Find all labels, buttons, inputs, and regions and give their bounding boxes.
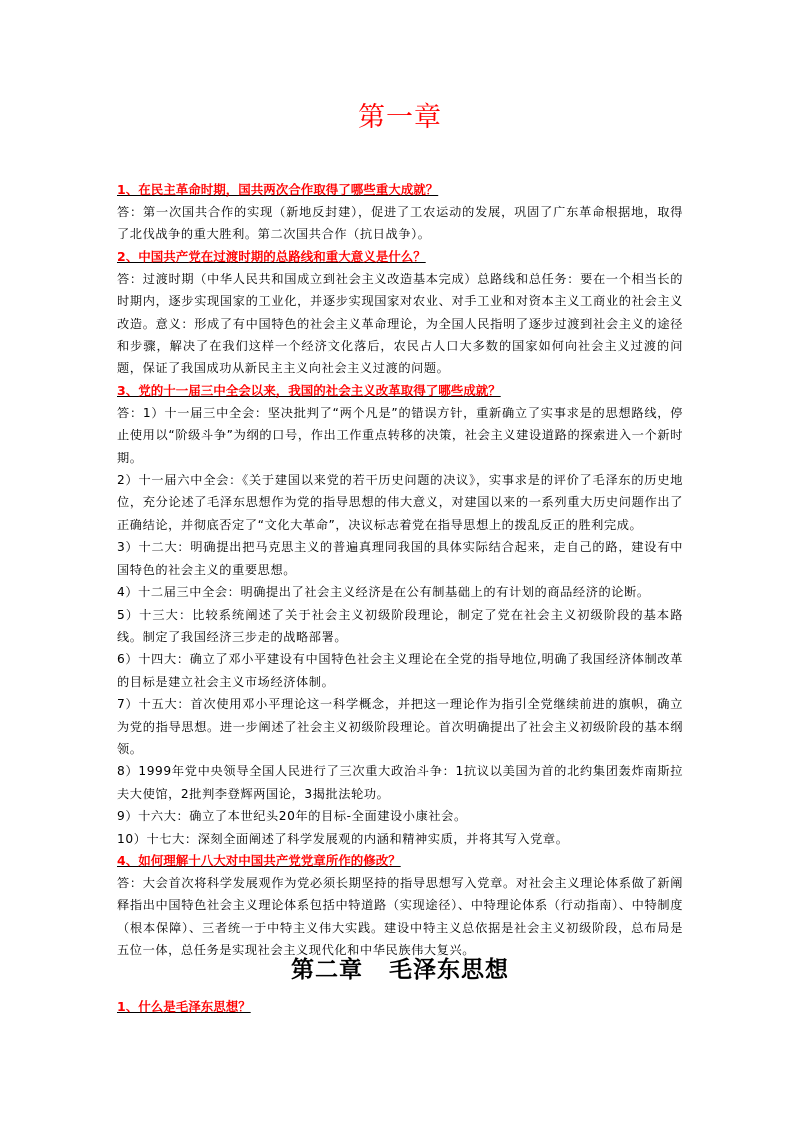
- answer-paragraph: 4）十二届三中全会：明确提出了社会主义经济是在公有制基础上的有计划的商品经济的论断。: [117, 585, 650, 600]
- answer-paragraph: 10）十七大：深刻全面阐述了科学发展观的内涵和精神实质，并将其写入党章。: [117, 831, 569, 846]
- question-heading: 3、党的十一届三中全会以来，我国的社会主义改革取得了哪些成就？: [117, 382, 501, 398]
- chapter-2-name: 毛泽东思想: [389, 957, 509, 983]
- answer-paragraph: 6）十四大：确立了邓小平建设有中国特色社会主义理论在全党的指导地位,明确了我国经济体制改革的目标是建立社会主义市场经济体制。: [117, 652, 683, 689]
- chapter-2-number: 第二章: [291, 957, 363, 983]
- question-heading: 2、中国共产党在过渡时期的总路线和重大意义是什么？: [117, 248, 426, 264]
- answer-paragraph: 5）十三大：比较系统阐述了关于社会主义初级阶段理论，制定了党在社会主义初级阶段的基本路线。制定了我国经济三步走的战略部署。: [117, 607, 683, 644]
- question-heading: 1、什么是毛泽东思想？: [117, 999, 251, 1014]
- answer-paragraph: 3）十二大：明确提出把马克思主义的普遍真理同我国的具体实际结合起来，走自己的路，建设有中国特色的社会主义的重要思想。: [117, 540, 683, 577]
- answer-paragraph: 8）1999年党中央领导全国人民进行了三次重大政治斗争：1抗议以美国为首的北约集团轰炸南斯拉夫大使馆，2批判李登辉两国论，3揭批法轮功。: [117, 764, 683, 801]
- question-heading: 1、在民主革命时期，国共两次合作取得了哪些重大成就？: [117, 182, 439, 197]
- chapter-2-body: [117, 996, 683, 1018]
- answer-paragraph: 答：大会首次将科学发展观作为党必须长期坚持的指导思想写入党章。对社会主义理论体系做了新阐释指出中国特色社会主义理论体系包括中特道路（实现途径）、中特理论体系（行动指南）、中特制度（根本保障）、三者统一于中特主义伟大实践。建设中特主义总依据是社会主义初级阶段，总布局是五位一体，总任务是实现社会主义现代化和中华民族伟大复兴。: [117, 875, 683, 958]
- answer-paragraph: 9）十六大：确立了本世纪头20年的目标-全面建设小康社会。: [117, 809, 467, 824]
- answer-paragraph: 2）十一届六中全会：《关于建国以来党的若干历史问题的决议》，实事求是的评价了毛泽东的历史地位，充分论述了毛泽东思想作为党的指导思想的伟大意义，对建国以来的一系列重大历史问题作出了正确结论，并彻底否定了“文化大革命”，决议标志着党在指导思想上的拨乱反正的胜利完成。: [117, 473, 683, 532]
- answer-paragraph: 答：过渡时期（中华人民共和国成立到社会主义改造基本完成）总路线和总任务：要在一个相当长的时期内，逐步实现国家的工业化，并逐步实现国家对农业、对手工业和对资本主义工商业的社会主义改造。意义：形成了有中国特色的社会主义革命理论，为全国人民指明了逐步过渡到社会主义的途径和步骤，解决了在我们这样一个经济文化落后，农民占人口大多数的国家如何向社会主义过渡的问题，保证了我国成功从新民主主义向社会主义过渡的问题。: [117, 271, 683, 376]
- chapter-2-title: [117, 953, 683, 987]
- chapter-1-body: [117, 179, 683, 962]
- chapter-1-title: 第一章: [358, 102, 442, 133]
- answer-paragraph: 7）十五大：首次使用邓小平理论这一科学概念，并把这一理论作为指引全党继续前进的旗帜，确立为党的指导思想。进一步阐述了社会主义初级阶段理论。首次明确提出了社会主义初级阶段的基本纲领。: [117, 697, 683, 756]
- answer-paragraph: 答：第一次国共合作的实现（新地反封建），促进了工农运动的发展，巩固了广东革命根据地，取得了北伐战争的重大胜利。第二次国共合作（抗日战争）。: [117, 205, 683, 242]
- answer-paragraph: 答：1）十一届三中全会：坚决批判了“两个凡是”的错误方针，重新确立了实事求是的思想路线，停止使用以“阶级斗争”为纲的口号，作出工作重点转移的决策，社会主义建设道路的探索进入一个新时期。: [117, 405, 683, 465]
- question-heading: 4、如何理解十八大对中国共产党党章所作的修改？: [117, 852, 401, 868]
